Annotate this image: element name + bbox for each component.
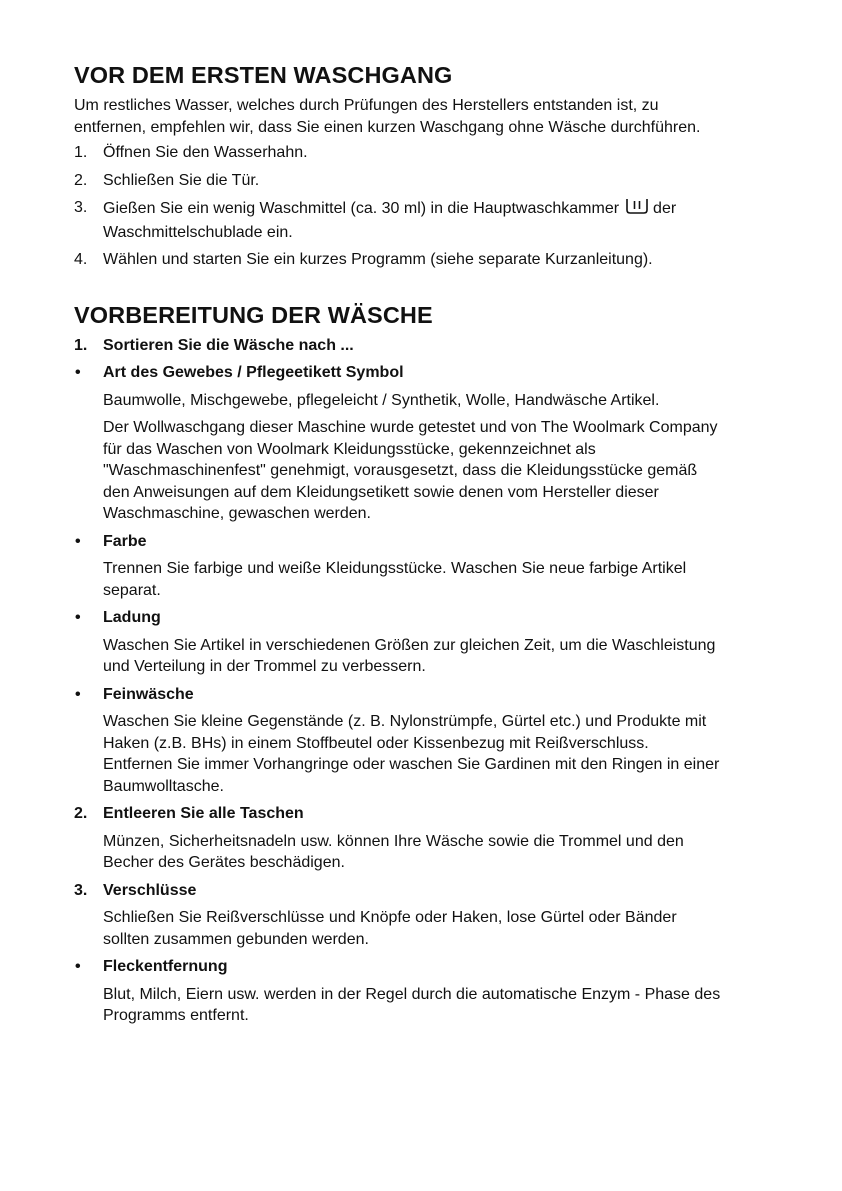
paragraph-line: Waschmaschine, gewaschen werden.	[103, 505, 371, 522]
step-3	[74, 197, 804, 243]
intro-line: Um restliches Wasser, welches durch Prüfungen des Herstellers entstanden ist, zu	[74, 97, 659, 114]
step-text-line2: Waschmittelschublade ein.	[103, 223, 293, 241]
bullet-mark: •	[75, 364, 81, 381]
step-text: Öffnen Sie den Wasserhahn.	[103, 144, 308, 161]
paragraph-line: Blut, Milch, Eiern usw. werden in der Regel durch die automatische Enzym - Phase des	[103, 985, 721, 1003]
bullet-mark: •	[75, 532, 81, 550]
bullet-mark: •	[75, 685, 81, 703]
step-4	[74, 249, 804, 271]
load-bullet	[74, 607, 804, 629]
paragraph-line: Der Wollwaschgang dieser Maschine wurde getestet und von The Woolmark Company	[103, 419, 718, 436]
bullet-mark: •	[75, 609, 81, 626]
item-heading: Verschlüsse	[103, 881, 197, 899]
empty-pockets-paragraph	[74, 831, 804, 874]
section-title-laundry-preparation: VORBEREITUNG DER WÄSCHE	[74, 301, 433, 328]
fasteners-paragraph	[74, 907, 804, 950]
stain-removal-bullet	[74, 956, 804, 978]
intro-line: entfernen, empfehlen wir, dass Sie einen kurzen Waschgang ohne Wäsche durchführen.	[74, 118, 701, 136]
step-number: 3.	[74, 199, 88, 216]
item-heading: Feinwäsche	[103, 685, 194, 703]
step-text: Gießen Sie ein wenig Waschmittel (ca. 30 ml) in die Hauptwaschkammer	[103, 200, 620, 217]
item-heading: Fleckentfernung	[103, 958, 228, 975]
sort-item	[74, 335, 804, 357]
paragraph-line: Waschen Sie kleine Gegenstände (z. B. Nylonstrümpfe, Gürtel etc.) und Produkte mit	[103, 713, 707, 730]
item-heading: Entleeren Sie alle Taschen	[103, 805, 304, 822]
bullet-mark: •	[75, 958, 81, 975]
paragraph-line: Programms entfernt.	[103, 1007, 249, 1024]
delicates-paragraph	[74, 711, 804, 797]
delicates-bullet	[74, 684, 804, 706]
stain-removal-paragraph	[74, 984, 804, 1027]
paragraph-line: den Anweisungen auf dem Kleidungsetikett sowie denen vom Hersteller dieser	[103, 483, 659, 501]
item-number: 1.	[74, 336, 88, 354]
paragraph-line: Waschen Sie Artikel in verschiedenen Größen zur gleichen Zeit, um die Waschleistung	[103, 636, 716, 654]
step-number: 1.	[74, 144, 88, 161]
item-heading: Art des Gewebes / Pflegeetikett Symbol	[103, 364, 404, 381]
item-number: 2.	[74, 805, 88, 822]
empty-pockets-item	[74, 803, 804, 825]
paragraph-line: Trennen Sie farbige und weiße Kleidungsstücke. Waschen Sie neue farbige Artikel	[103, 560, 687, 577]
color-bullet	[74, 531, 804, 553]
color-paragraph	[74, 558, 804, 601]
item-heading: Farbe	[103, 532, 147, 550]
step-1	[74, 142, 804, 164]
paragraph-line: "Waschmaschinenfest" genehmigt, vorausgesetzt, dass die Kleidungsstücke gemäß	[103, 462, 698, 479]
step-text: Schließen Sie die Tür.	[103, 171, 260, 189]
paragraph-line: Haken (z.B. BHs) in einem Stoffbeutel oder Kissenbezug mit Reißverschluss.	[103, 734, 649, 752]
step-number: 2.	[74, 171, 88, 189]
step-text: Wählen und starten Sie ein kurzes Programm (siehe separate Kurzanleitung).	[103, 251, 653, 268]
paragraph-line: Münzen, Sicherheitsnadeln usw. können Ihre Wäsche sowie die Trommel und den	[103, 832, 684, 850]
step-number: 4.	[74, 251, 88, 268]
paragraph-line: Entfernen Sie immer Vorhangringe oder waschen Sie Gardinen mit den Ringen in einer	[103, 756, 720, 773]
main-wash-compartment-icon	[625, 197, 649, 222]
paragraph-line: sollten zusammen gebunden werden.	[103, 930, 369, 948]
fabric-paragraph-2	[74, 417, 804, 525]
fabric-type-bullet	[74, 362, 804, 384]
item-heading: Ladung	[103, 609, 161, 626]
paragraph-line: Schließen Sie Reißverschlüsse und Knöpfe oder Haken, lose Gürtel oder Bänder	[103, 909, 677, 926]
fabric-paragraph-1: Baumwolle, Mischgewebe, pflegeleicht / Synthetik, Wolle, Handwäsche Artikel.	[103, 391, 660, 409]
paragraph-line: Becher des Gerätes beschädigen.	[103, 854, 345, 871]
intro-paragraph	[74, 95, 804, 138]
paragraph-line: Baumwolltasche.	[103, 777, 224, 795]
item-heading: Sortieren Sie die Wäsche nach ...	[103, 336, 354, 354]
section-title-before-first-wash: VOR DEM ERSTEN WASCHGANG	[74, 62, 453, 88]
load-paragraph	[74, 635, 804, 678]
paragraph-line: und Verteilung in der Trommel zu verbessern.	[103, 658, 426, 675]
step-2	[74, 170, 804, 192]
item-number: 3.	[74, 881, 88, 899]
fasteners-item	[74, 880, 804, 902]
paragraph-line: für das Waschen von Woolmark Kleidungsstücke, gekennzeichnet als	[103, 440, 596, 458]
paragraph-line: separat.	[103, 581, 161, 599]
step-text-continued: der	[653, 200, 677, 217]
document-page	[74, 62, 804, 1027]
